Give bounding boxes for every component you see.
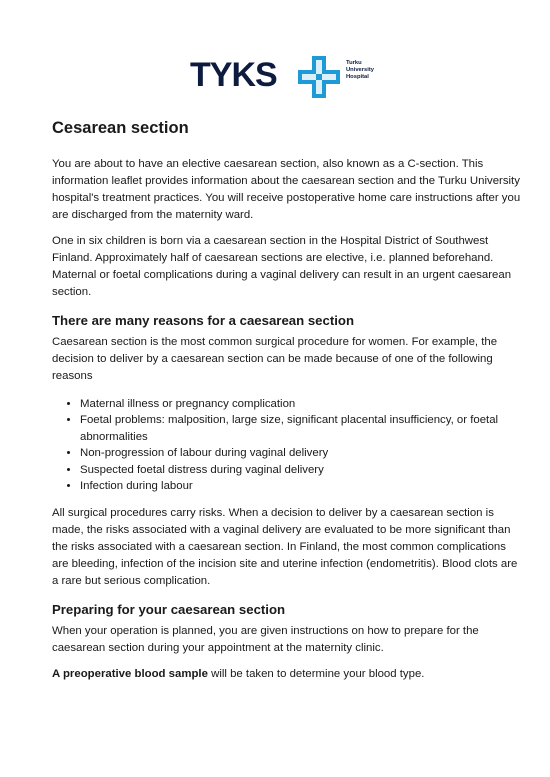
list-item: • Suspected foetal distress during vaginal delivery	[80, 462, 522, 478]
logo-line-3: Hospital	[346, 74, 369, 80]
list-item: • Maternal illness or pregnancy complication	[80, 396, 522, 412]
blood-sample-label: A preoperative blood sample	[52, 668, 208, 681]
tyks-logo	[190, 52, 375, 102]
list-item: • Infection during labour	[80, 478, 522, 494]
preparing-paragraph-1: When your operation is planned, you are given instructions on how to prepare for the caesarean section during your appointment at the maternity clinic.	[52, 625, 479, 655]
list-item: • Foetal problems: malposition, large size, significant placental insufficiency, or foetal abnormalities	[80, 412, 522, 445]
logo-wordmark: TYKS	[190, 56, 277, 94]
reasons-heading: There are many reasons for a caesarean section	[52, 313, 354, 328]
cross-icon	[298, 56, 340, 98]
page-title: Cesarean section	[52, 119, 189, 137]
reasons-paragraph-1: Caesarean section is the most common surgical procedure for women. For example, the decision to deliver by a caesarean section can be made because of one of the following reasons	[52, 336, 498, 382]
tyks-logo-graphic	[190, 52, 370, 102]
document-body	[52, 118, 522, 692]
preparing-paragraph-2	[52, 666, 522, 683]
blood-sample-text: will be taken to determine your blood type.	[207, 668, 425, 681]
logo-hospital-name	[346, 60, 374, 81]
logo-line-2: University	[346, 67, 375, 73]
logo-line-1: Turku	[346, 60, 362, 66]
reasons-paragraph-2: All surgical procedures carry risks. When a decision to deliver by a caesarean section is made, the risks associated with a vaginal delivery are evaluated to be more significant than the risks associated with a caesarean section. In Finland, the most common complications are bleeding, infection of the incision site and uterine infection (endometritis). Blood clots are a rare but serious complication.	[52, 507, 518, 588]
preparing-heading: Preparing for your caesarean section	[52, 602, 286, 618]
reasons-list	[52, 396, 522, 494]
list-item: • Non-progression of labour during vaginal delivery	[80, 445, 522, 461]
intro-paragraph-2: One in six children is born via a caesarean section in the Hospital District of Southwest Finland. Approximately half of caesarean sections are elective, i.e. planned beforehand. Maternal or foetal complications during a vaginal delivery can result in an urgent caesarean section.	[52, 235, 512, 298]
intro-paragraph-1: You are about to have an elective caesarean section, also known as a C-section. This information leaflet provides information about the caesarean section and the Turku University hospital's treatment practices. You will receive postoperative home care instructions after you are discharged from the maternity ward.	[52, 158, 521, 221]
